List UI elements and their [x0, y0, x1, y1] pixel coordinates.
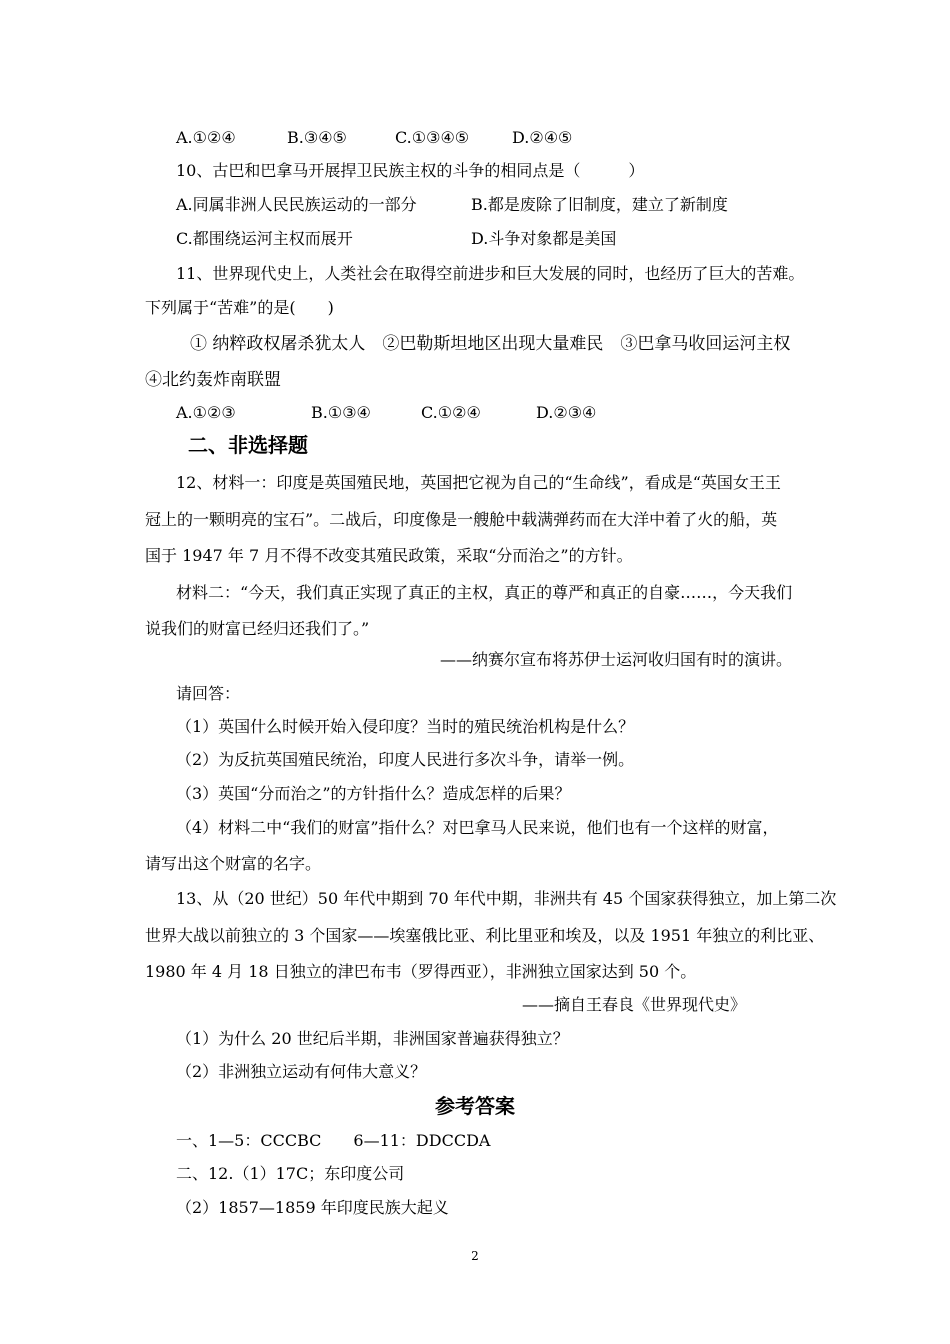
q12-subquestion-4-line2: 请写出这个财富的名字。: [145, 854, 322, 873]
q9-option-c: C.①③④⑤: [395, 128, 470, 147]
q10-option-d: D.斗争对象都是美国: [471, 229, 617, 248]
q9-option-b: B.③④⑤: [287, 128, 347, 147]
q13-source: ——摘自王春良《世界现代史》: [522, 995, 747, 1014]
q12-material1-line2: 冠上的一颗明亮的宝石”。二战后，印度像是一艘舱中载满弹药而在大洋中着了火的船，英: [145, 510, 778, 529]
q12-subquestion-2: （2）为反抗英国殖民统治，印度人民进行多次斗争，请举一例。: [176, 750, 635, 769]
q12-material2-line2: 说我们的财富已经归还我们了。”: [145, 619, 370, 638]
answers-line2: 二、12.（1）17C；东印度公司: [176, 1164, 405, 1183]
q11-stem-line2: 下列属于“苦难”的是( ): [145, 298, 334, 317]
q12-prompt: 请回答：: [176, 684, 241, 703]
q10-option-b: B.都是废除了旧制度，建立了新制度: [471, 195, 728, 214]
q11-option-d: D.②③④: [536, 403, 597, 422]
q9-option-d: D.②④⑤: [512, 128, 573, 147]
q13-subquestion-1: （1）为什么 20 世纪后半期，非洲国家普遍获得独立？: [176, 1029, 569, 1048]
q9-option-a: A.①②④: [176, 128, 236, 147]
q13-subquestion-2: （2）非洲独立运动有何伟大意义？: [176, 1062, 427, 1081]
q12-source: ——纳赛尔宣布将苏伊士运河收归国有时的演讲。: [440, 650, 793, 669]
section2-heading: 二、非选择题: [188, 433, 308, 457]
q11-option-a: A.①②③: [176, 403, 236, 422]
q12-material1-line1: 12、材料一：印度是英国殖民地，英国把它视为自己的“生命线”，看成是“英国女王王: [176, 473, 781, 492]
q11-items-line2: ④北约轰炸南联盟: [145, 370, 281, 390]
q10-option-a: A.同属非洲人民民族运动的一部分: [176, 195, 417, 214]
q13-line2: 世界大战以前独立的 3 个国家——埃塞俄比亚、利比里亚和埃及，以及 1951 年独立的利比亚、: [145, 926, 825, 945]
page-number: 2: [471, 1249, 479, 1263]
q13-line1: 13、从（20 世纪）50 年代中期到 70 年代中期，非洲共有 45 个国家获得独立，加上第二次: [176, 889, 837, 908]
q11-option-c: C.①②④: [421, 403, 481, 422]
q10-option-c: C.都围绕运河主权而展开: [176, 229, 353, 248]
answers-title: 参考答案: [435, 1094, 515, 1118]
q12-subquestion-3: （3）英国“分而治之”的方针指什么？造成怎样的后果？: [176, 784, 571, 803]
q12-material1-line3: 国于 1947 年 7 月不得不改变其殖民政策，采取“分而治之”的方针。: [145, 546, 633, 565]
q11-items-line1: ① 纳粹政权屠杀犹太人 ②巴勒斯坦地区出现大量难民 ③巴拿马收回运河主权: [190, 334, 791, 354]
q13-line3: 1980 年 4 月 18 日独立的津巴布韦（罗得西亚），非洲独立国家达到 50 个。: [145, 962, 697, 981]
q11-option-b: B.①③④: [311, 403, 371, 422]
q10-stem: 10、古巴和巴拿马开展捍卫民族主权的斗争的相同点是（ ）: [176, 161, 645, 180]
q12-subquestion-1: （1）英国什么时候开始入侵印度？当时的殖民统治机构是什么？: [176, 717, 635, 736]
q11-stem-line1: 11、世界现代史上，人类社会在取得空前进步和巨大发展的同时，也经历了巨大的苦难。: [176, 264, 805, 283]
answers-line3: （2）1857—1859 年印度民族大起义: [176, 1198, 449, 1217]
answers-line1: 一、1—5：CCCBC 6—11：DDCCDA: [176, 1131, 491, 1150]
q12-material2-line1: 材料二：“今天，我们真正实现了真正的主权，真正的尊严和真正的自豪……，今天我们: [176, 583, 793, 602]
q12-subquestion-4-line1: （4）材料二中“我们的财富”指什么？对巴拿马人民来说，他们也有一个这样的财富，: [176, 818, 779, 837]
